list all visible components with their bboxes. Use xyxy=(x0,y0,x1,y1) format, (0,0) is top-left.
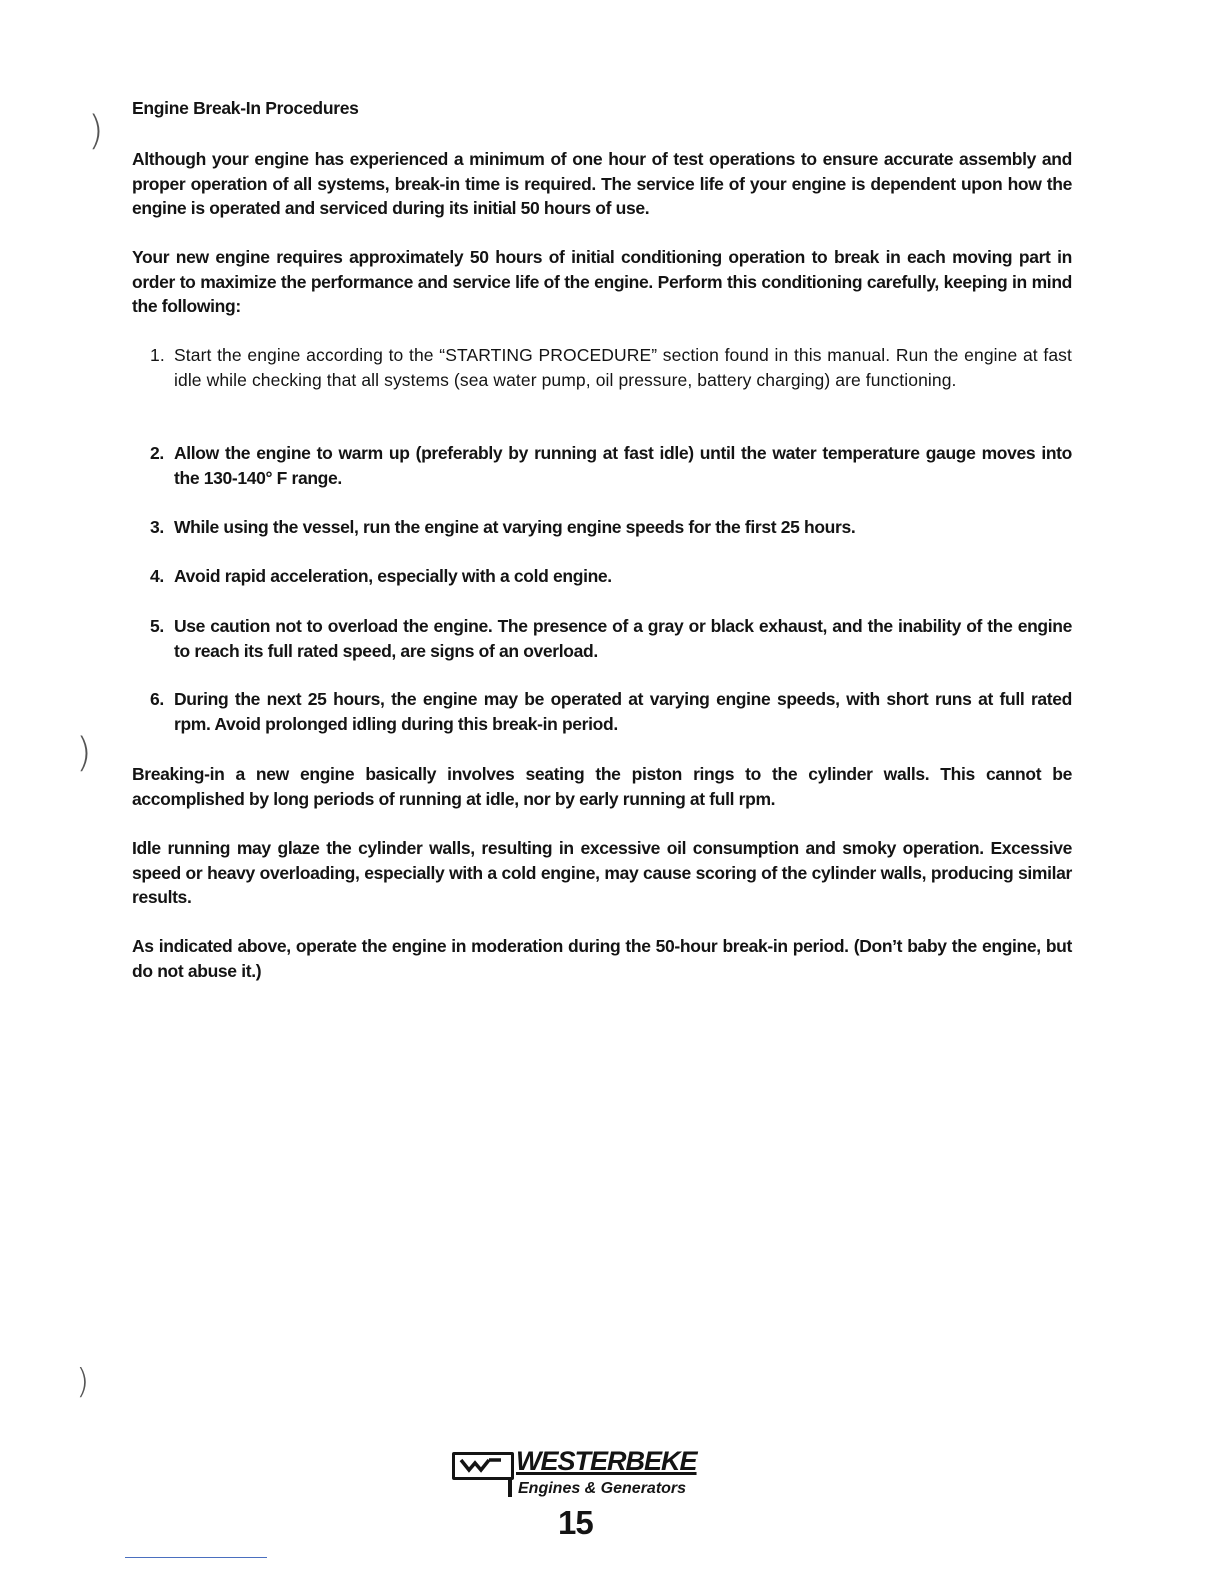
step-number: 5. xyxy=(150,616,164,636)
intro-paragraph-1: Although your engine has experienced a minimum of one hour of test operations to ensure accurate assembly and proper operation of all systems, break-in time is required. The service life of your engine is dependent upon how the engine is operated and serviced during its initial 50 hours of use. xyxy=(132,149,1072,218)
step-item xyxy=(150,441,1072,490)
footer-rule xyxy=(125,1557,267,1558)
procedure-steps xyxy=(150,343,1072,392)
procedure-steps xyxy=(150,614,1072,663)
step-item xyxy=(150,614,1072,663)
brand-name: WESTERBEKE xyxy=(516,1446,697,1476)
binding-hole-mark: ) xyxy=(76,730,92,776)
logo-bar xyxy=(508,1479,512,1497)
procedure-steps xyxy=(150,687,1072,736)
step-item xyxy=(150,343,1072,392)
step-text: Use caution not to overload the engine. The presence of a gray or black exhaust, and the inability of the engine to reach its full rated speed, are signs of an overload. xyxy=(174,616,1072,661)
moderation-paragraph: As indicated above, operate the engine in moderation during the 50-hour break-in period. (Don’t baby the engine, but do not abuse it.) xyxy=(132,936,1072,981)
step-number: 1. xyxy=(150,345,165,365)
step-number: 3. xyxy=(150,517,164,537)
procedure-steps xyxy=(150,515,1072,540)
step-text: Start the engine according to the “STARTING PROCEDURE” section found in this manual. Run the engine at fast idle while checking that all systems (sea water pump, oil pressure, battery charging) are functioning. xyxy=(174,345,1072,390)
step-number: 2. xyxy=(150,443,164,463)
procedure-steps xyxy=(150,441,1072,490)
step-number: 6. xyxy=(150,689,164,709)
step-text: Avoid rapid acceleration, especially with a cold engine. xyxy=(174,566,612,586)
breaking-in-paragraph: Breaking-in a new engine basically involves seating the piston rings to the cylinder walls. This cannot be accomplished by long periods of running at idle, nor by early running at full rpm. xyxy=(132,764,1072,809)
intro-paragraph-2: Your new engine requires approximately 50 hours of initial conditioning operation to break in each moving part in order to maximize the performance and service life of the engine. Perform this conditioning carefully, keeping in mind the following: xyxy=(132,247,1072,316)
binding-hole-mark: ) xyxy=(88,108,104,154)
step-item xyxy=(150,687,1072,736)
step-number: 4. xyxy=(150,566,164,586)
page-number: 15 xyxy=(558,1504,593,1541)
step-text: During the next 25 hours, the engine may be operated at varying engine speeds, with short runs at full rated rpm. Avoid prolonged idling during this break-in period. xyxy=(174,689,1072,734)
step-item xyxy=(150,515,1072,540)
westerbeke-logo xyxy=(452,1446,722,1502)
step-text: While using the vessel, run the engine at varying engine speeds for the first 25 hours. xyxy=(174,517,856,537)
w-emblem-icon xyxy=(452,1452,514,1480)
procedure-steps xyxy=(150,564,1072,589)
binding-hole-mark: ) xyxy=(76,1362,90,1402)
idle-running-paragraph: Idle running may glaze the cylinder walls, resulting in excessive oil consumption and smoky operation. Excessive speed or heavy overloading, especially with a cold engine, may cause scoring of the cylinder walls, producing similar results. xyxy=(132,838,1072,907)
step-item xyxy=(150,564,1072,589)
section-title: Engine Break-In Procedures xyxy=(132,98,359,118)
step-text: Allow the engine to warm up (preferably by running at fast idle) until the water temperature gauge moves into the 130-140° F range. xyxy=(174,443,1072,488)
brand-tagline: Engines & Generators xyxy=(518,1480,687,1497)
